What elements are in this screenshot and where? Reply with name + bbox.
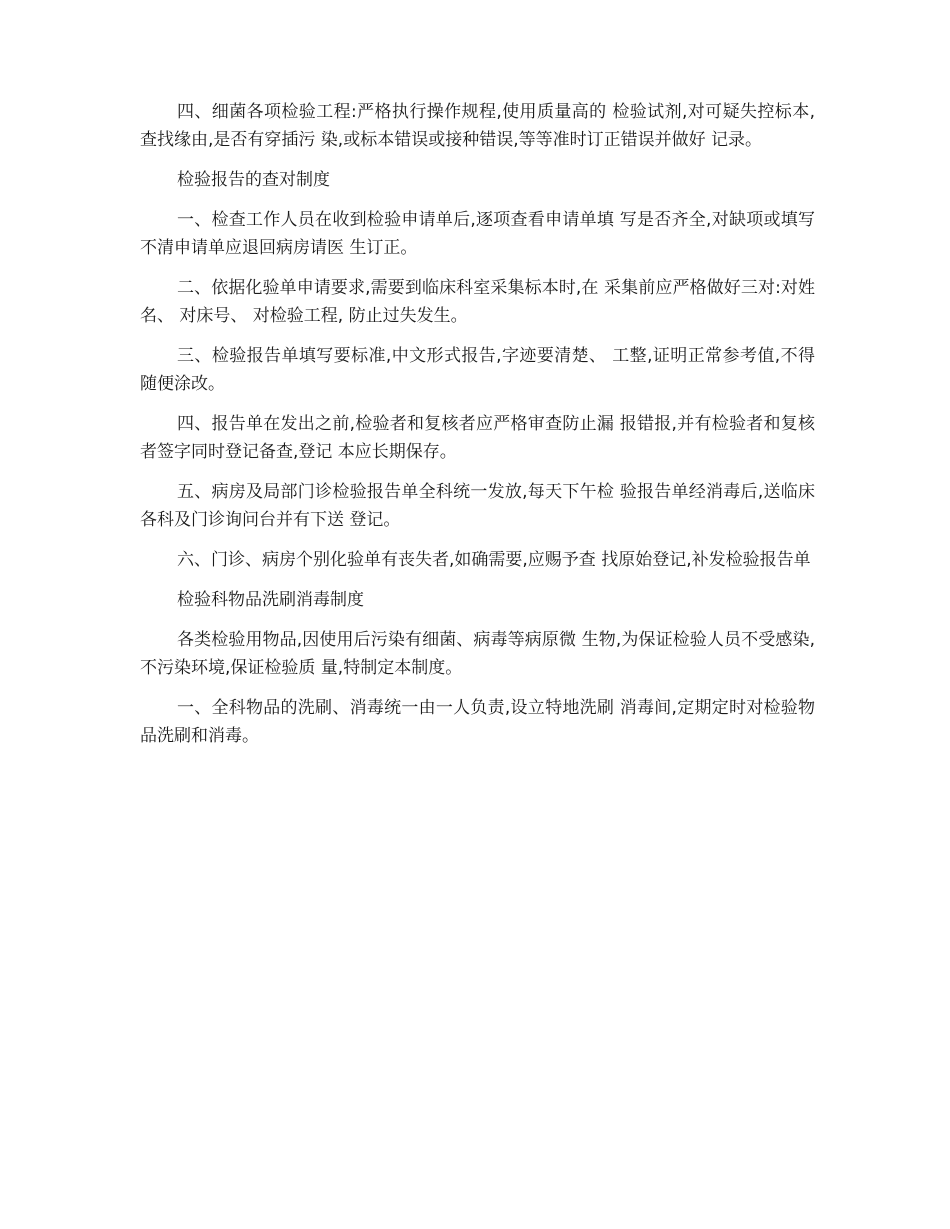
section-heading-report-check: 检验报告的查对制度 xyxy=(177,170,330,190)
paragraph-disinfection-intro: 各类检验用物品,因使用后污染有细菌、病毒等病原微 生物,为保证检验人员不受感染,不污染环境,保证检验质 量,特制定本制度。 xyxy=(140,630,815,678)
paragraph-report-check-4: 四、报告单在发出之前,检验者和复核者应严格审查防止漏 报错报,并有检验者和复核者签字同时登记备查,登记 本应长期保存。 xyxy=(140,414,815,462)
document-body xyxy=(140,98,815,762)
paragraph-report-check-2: 二、依据化验单申请要求,需要到临床科室采集标本时,在 采集前应严格做好三对:对姓名、 对床号、 对检验工程, 防止过失发生。 xyxy=(140,278,815,326)
paragraph-report-check-5: 五、病房及局部门诊检验报告单全科统一发放,每天下午检 验报告单经消毒后,送临床各科及门诊询问台并有下送 登记。 xyxy=(140,482,815,530)
section-heading-disinfection: 检验科物品洗刷消毒制度 xyxy=(177,590,364,610)
paragraph-report-check-6: 六、门诊、病房个别化验单有丧失者,如确需要,应赐予查 找原始登记,补发检验报告单 xyxy=(177,550,811,570)
paragraph-report-check-3: 三、检验报告单填写要标准,中文形式报告,字迹要清楚、 工整,证明正常参考值,不得随便涂改。 xyxy=(140,346,815,394)
paragraph-bacteria-testing: 四、细菌各项检验工程:严格执行操作规程,使用质量高的 检验试剂,对可疑失控标本,查找缘由,是否有穿插污 染,或标本错误或接种错误,等等准时订正错误并做好 记录。 xyxy=(140,102,815,150)
paragraph-report-check-1: 一、检查工作人员在收到检验申请单后,逐项查看申请单填 写是否齐全,对缺项或填写不清申请单应退回病房请医 生订正。 xyxy=(140,210,815,258)
paragraph-disinfection-1: 一、全科物品的洗刷、消毒统一由一人负责,设立特地洗刷 消毒间,定期定时对检验物品洗刷和消毒。 xyxy=(140,698,815,746)
